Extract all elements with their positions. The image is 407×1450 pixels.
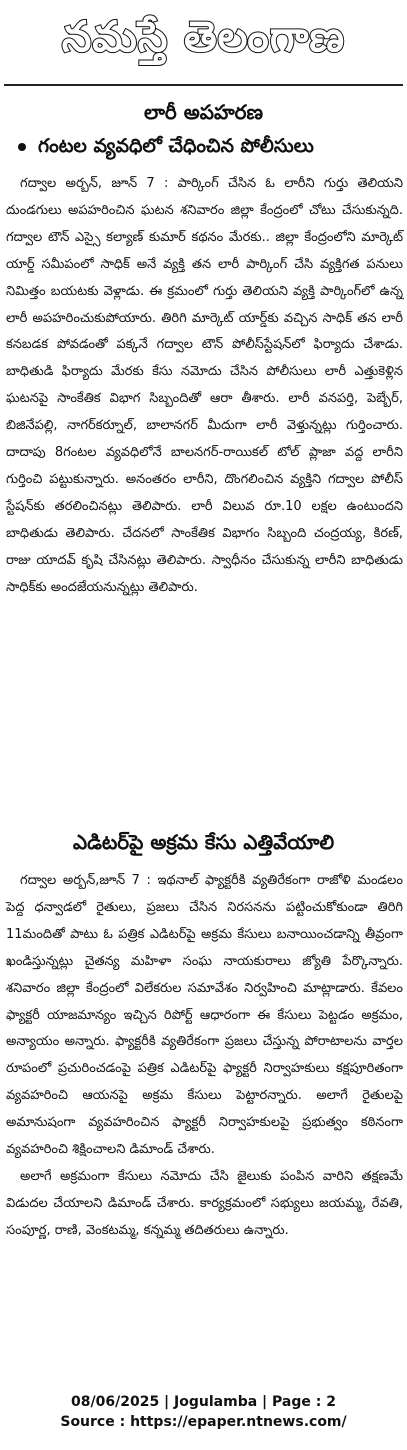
footer-date-edition: 08/06/2025 | Jogulamba | Page : 2 (71, 1394, 336, 1410)
newspaper-masthead (4, 0, 403, 86)
article2-headline: ఎడిటర్‌పై అక్రమ కేసు ఎత్తివేయాలి (72, 830, 335, 854)
article1-paragraph: గద్వాల అర్బన్, జూన్ 7 : పార్కింగ్ చేసిన ఓ లారీని గుర్తు తెలియని దుండగులు అపహరించిన ఘటన శనివారం జిల్లా కేంద్రంలో చోటు చేసుకున్నది. గద్వాల టౌన్ ఎస్సై కల్యాణ్ కుమార్ కథనం మేరకు.. జిల్లా కేంద్రంలోని మార్కెట్ యార్డ్ సమీపంలో సాధిక్ అనే వ్యక్తి తన లారీ పార్కింగ్ చేసి వ్యక్తిగత పనులు నిమిత్తం బయటకు వెళ్లాడు. ఈ క్రమంలో గుర్తు తెలియని వ్యక్తి పార్కింగ్‌లో ఉన్న లారీ అపహరించుకుపోయారు. తిరిగి మార్కెట్ యార్డ్‌కు వచ్చిన సాధిక్ తన లారీ కనబడక పోవడంతో పక్కనే గద్వాల టౌన్ పోలీస్‌స్టేషన్‌లో ఫిర్యాదు చేశాడు. బాధితుడి ఫిర్యాదు మేరకు కేసు నమోదు చేసిన పోలీసులు లారీ ఎత్తుకెళ్లిన ఘటనపై సాంకేతిక విభాగ సిబ్బందితో ఆరా తీశారు. లారీ వనపర్తి, పెబ్బేర్, బిజినేపల్లి, నాగర్‌కర్నూల్, బాలానగర్ మీదుగా లారీ వెళ్తున్నట్లు గుర్తించారు. దాదాపు 8గంటల వ్యవధిలోనే బాలనగర్-రాయికల్ టోల్ ప్లాజా వద్ద లారీని గుర్తించి పట్టుకున్నారు. అనంతరం లారీని, దొంగలించిన వ్యక్తిని గద్వాల పోలీస్ స్టేషన్‌కు తరలించినట్లు తెలిపారు. లారీ విలువ రూ.10 లక్షల ఉంటుందని బాధితుడు తెలిపారు. చేదనలో సాంకేతిక విభాగం సిబ్బంది చంద్రయ్య, కిరణ్, రాజు యాదవ్ కృషి చేసినట్లు తెలిపారు. స్వాధీనం చేసుకున్న లారీని బాధితుడు సాధిక్‌కు అందజేయనున్నట్లు తెలిపారు. (6, 176, 403, 595)
article2-body (6, 868, 403, 1388)
article2-paragraph-2: అలాగే అక్రమంగా కేసులు నమోదు చేసి జైలుకు పంపిన వారిని తక్షణమే విడుదల చేయాలని డిమాండ్ చేశారు. కార్యక్రమంలో సభ్యులు జయమ్మ, రేవతి, సంపూర్ణ, రాణి, వెంకటమ్మ, కన్నమ్మ తదితరులు ఉన్నారు. (6, 1168, 403, 1238)
article1-body (6, 171, 403, 815)
article1-headline: లారీ అపహరణ (143, 100, 264, 124)
footer-source-link[interactable]: Source : https://epaper.ntnews.com/ (60, 1414, 347, 1430)
bullet-icon (18, 143, 26, 151)
masthead-title: నమస్తే తెలంగాణ (61, 12, 346, 61)
article2-paragraph-1: గద్వాల అర్బన్,జూన్ 7 : ఇథనాల్ ఫ్యాక్టరీకి వ్యతిరేకంగా రాజోళి మండలం పెద్ద ధన్వాడలో రైతులు, ప్రజలు చేసిన నిరసనను పట్టించుకోకుండా తిరిగి 11మందితో పాటు ఓ పత్రిక ఎడిటర్‌పై అక్రమ కేసులు బనాయించడాన్ని తీవ్రంగా ఖండిస్తున్నట్లు చైతన్య మహిళా సంఘ నాయకురాలు జ్యోతి పేర్కొన్నారు. శనివారం జిల్లా కేంద్రంలో విలేకరుల సమావేశం నిర్వహించి మాట్లాడారు. కేవలం ఫ్యాక్టరీ యాజమాన్యం ఇచ్చిన రిపోర్ట్ ఆధారంగా ఈ కేసులు పెట్టడం అక్రమం, అన్యాయం అన్నారు. ఫ్యాక్టరీకి వ్యతిరేకంగా ప్రజలు చేస్తున్న పోరాటాలను వార్తల రూపంలో ప్రచురించడంపై పత్రిక ఎడిటర్‌పై ఫ్యాక్టరీ నిర్వాహకులు కక్షపూరితంగా వ్యవహరించి ఆయనపై అక్రమ కేసులు పెట్టారన్నారు. అలాగే రైతులపై అమానుషంగా వ్యవహరించిన ఫ్యాక్టరీ నిర్వాహకులపై ప్రభుత్వం కఠినంగా వ్యవహరించి శిక్షించాలని డిమాండ్ చేశారు. (6, 873, 403, 1158)
article1-subhead-text: గంటల వ్యవధిలో చేధించిన పోలీసులు (38, 135, 314, 157)
article1-subhead (18, 134, 403, 158)
